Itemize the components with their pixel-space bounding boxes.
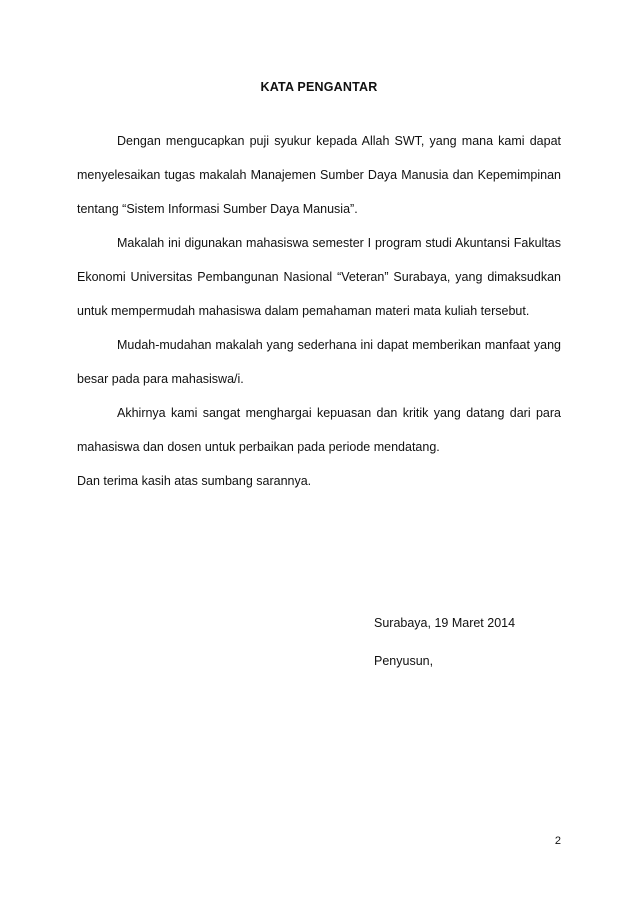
paragraph-4: Akhirnya kami sangat menghargai kepuasan dan kritik yang datang dari para mahasiswa dan dosen untuk perbaikan pada periode mendatang. [77,406,561,454]
paragraph-2: Makalah ini digunakan mahasiswa semester I program studi Akuntansi Fakultas Ekonomi Universitas Pembangunan Nasional “Veteran” Surabaya, yang dimaksudkan untuk mempermudah mahasiswa dalam pemahaman materi mata kuliah tersebut. [77,236,561,318]
place-date: Surabaya, 19 Maret 2014 [374,616,516,630]
document-body [77,124,561,498]
paragraph-3: Mudah-mudahan makalah yang sederhana ini dapat memberikan manfaat yang besar pada para mahasiswa/i. [77,338,561,386]
paragraph-1: Dengan mengucapkan puji syukur kepada Allah SWT, yang mana kami dapat menyelesaikan tugas makalah Manajemen Sumber Daya Manusia dan Kepemimpinan tentang “Sistem Informasi Sumber Daya Manusia”. [77,134,561,216]
author-label: Penyusun, [374,654,434,668]
signature-block [374,604,515,680]
page-number: 2 [554,835,561,847]
closing-paragraph: Dan terima kasih atas sumbang sarannya. [77,474,312,488]
page-title: KATA PENGANTAR [260,80,378,94]
